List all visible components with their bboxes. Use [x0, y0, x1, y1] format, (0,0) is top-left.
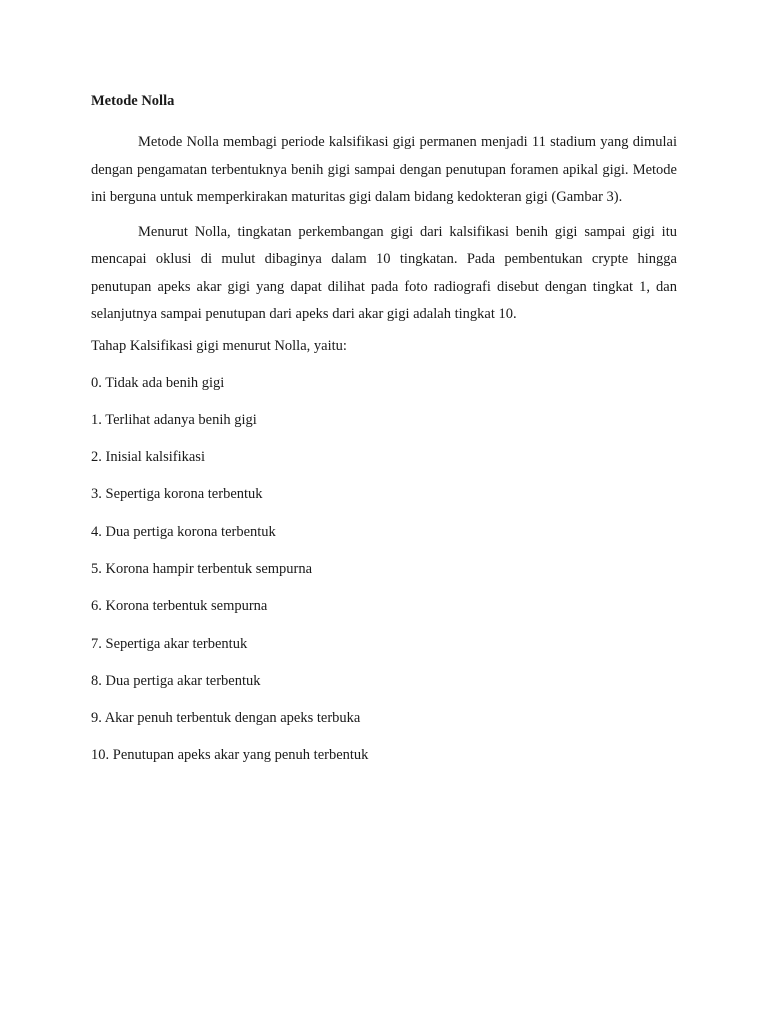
list-item: 7. Sepertiga akar terbentuk	[91, 635, 248, 652]
list-item: 2. Inisial kalsifikasi	[91, 449, 205, 466]
list-item: 3. Sepertiga korona terbentuk	[91, 486, 263, 503]
list-item: 1. Terlihat adanya benih gigi	[91, 411, 257, 428]
section-heading: Metode Nolla	[91, 93, 175, 109]
list-item: 0. Tidak ada benih gigi	[91, 374, 225, 391]
list-item: 10. Penutupan apeks akar yang penuh terbentuk	[91, 747, 369, 764]
list-item: 8. Dua pertiga akar terbentuk	[91, 672, 261, 689]
list-item: 9. Akar penuh terbentuk dengan apeks terbuka	[91, 710, 361, 727]
stage-list	[91, 373, 677, 766]
paragraph: Metode Nolla membagi periode kalsifikasi gigi permanen menjadi 11 stadium yang dimulai dengan pengamatan terbentuknya benih gigi sampai dengan penutupan foramen apikal gigi. Metode ini berguna untuk memperkirakan maturitas gigi dalam bidang kedokteran gigi (Gambar 3).	[91, 134, 677, 205]
list-item: 5. Korona hampir terbentuk sempurna	[91, 560, 313, 577]
list-intro: Tahap Kalsifikasi gigi menurut Nolla, yaitu:	[91, 337, 347, 354]
list-item: 4. Dua pertiga korona terbentuk	[91, 523, 276, 540]
list-item: 6. Korona terbentuk sempurna	[91, 598, 268, 615]
paragraph: Menurut Nolla, tingkatan perkembangan gigi dari kalsifikasi benih gigi sampai gigi itu mencapai oklusi di mulut dibaginya dalam 10 tingkatan. Pada pembentukan crypte hingga penutupan apeks akar gigi yang dapat dilihat pada foto radiografi disebut dengan tingkat 1, dan selanjutnya sampai penutupan dari apeks dari akar gigi adalah tingkat 10.	[91, 223, 677, 322]
document-content	[91, 91, 677, 783]
